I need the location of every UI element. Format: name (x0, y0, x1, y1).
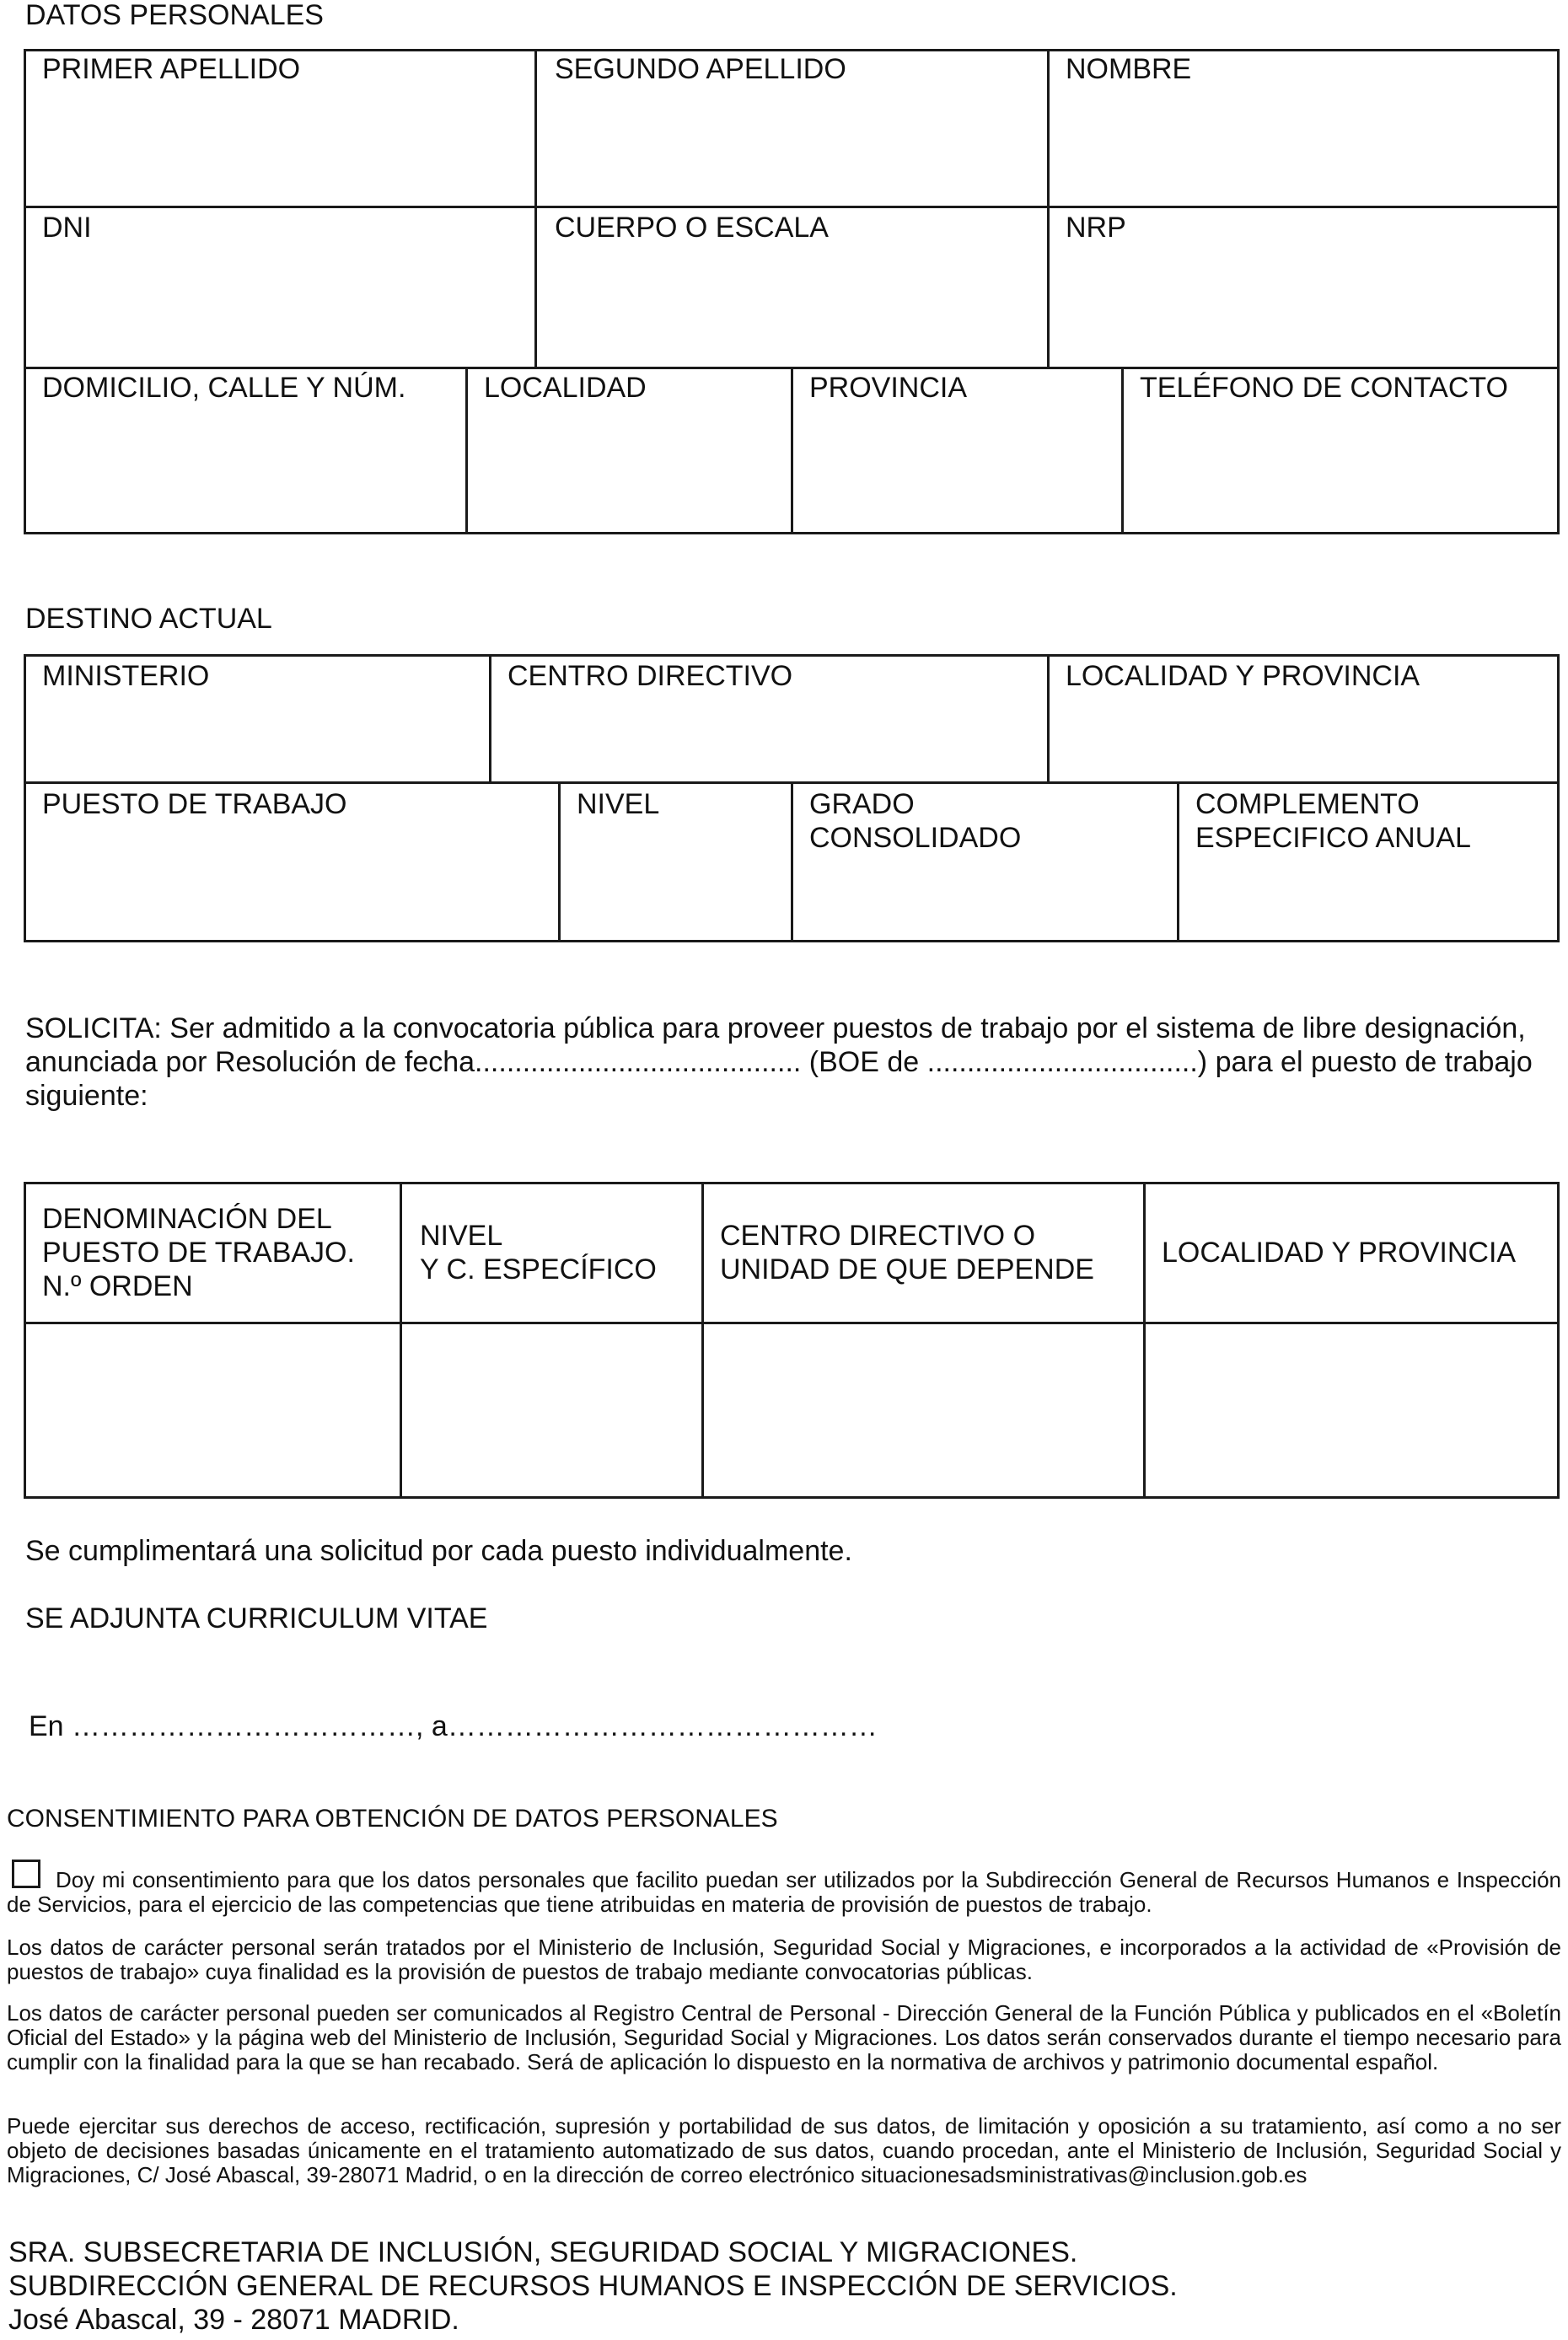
field-centro-directivo[interactable]: CENTRO DIRECTIVO (507, 660, 793, 692)
solicita-line-1: SOLICITA: Ser admitido a la convocatoria pública para proveer puestos de trabajo por el sistema de libre designación, (25, 1012, 1526, 1044)
input-cell-centro-directivo[interactable] (704, 1324, 1143, 1496)
solicita-line-2: anunciada por Resolución de fecha......................................... (BOE de ..................................) para el puesto de trabajo (25, 1046, 1533, 1078)
field-telefono[interactable]: TELÉFONO DE CONTACTO (1140, 372, 1509, 404)
consent-paragraph-2: Los datos de carácter personal pueden ser comunicados al Registro Central de Personal - Dirección General de la Función Pública y publicados en el «Boletín Oficial del Estado» y la página web del Ministerio de Inclusión, Seguridad Social y Migraciones. Los datos serán conservados durante el tiempo necesario para cumplir con la finalidad para la que se han recabado. Será de aplicación lo dispuesto en la normativa de archivos y patrimonio documental español. (7, 2000, 1561, 2074)
header-nivel: NIVEL Y C. ESPECÍFICO (420, 1220, 657, 1285)
section-title-destino-actual: DESTINO ACTUAL (25, 603, 272, 635)
section-title-datos-personales: DATOS PERSONALES (25, 0, 324, 31)
consent-paragraph-3: Puede ejercitar sus derechos de acceso, rectificación, supresión y portabilidad de sus datos, de limitación y oposición a su tratamiento, así como a no ser objeto de decisiones basadas únicamente en el tratamiento automatizado de sus datos, cuando procedan, ante el Ministerio de Inclusión, Seguridad Social y Migraciones, C/ José Abascal, 39-28071 Madrid, o en la dirección de correo electrónico situacionesadsministrativas@inclusion.gob.es (7, 2113, 1561, 2187)
header-centro-directivo: CENTRO DIRECTIVO O UNIDAD DE QUE DEPENDE (720, 1220, 1094, 1285)
col-divider (1047, 654, 1050, 784)
consentimiento-title: CONSENTIMIENTO PARA OBTENCIÓN DE DATOS PERSONALES (7, 1805, 778, 1833)
col-divider (558, 781, 561, 942)
col-divider (534, 49, 537, 369)
input-cell-localidad-provincia[interactable] (1146, 1324, 1557, 1496)
header-denominacion: DENOMINACIÓN DEL PUESTO DE TRABAJO. N.º ORDEN (42, 1203, 355, 1302)
header-localidad-provincia: LOCALIDAD Y PROVINCIA (1162, 1237, 1517, 1269)
consent-paragraph-1: Los datos de carácter personal serán tratados por el Ministerio de Inclusión, Seguridad Social y Migraciones, e incorporados a la actividad de «Provisión de puestos de trabajo» cuya finalidad es la provisión de puestos de trabajo mediante convocatorias públicas. (7, 1935, 1561, 1984)
col-divider (465, 367, 468, 534)
field-localidad[interactable]: LOCALIDAD (484, 372, 647, 404)
field-dni[interactable]: DNI (42, 212, 92, 244)
field-segundo-apellido[interactable]: SEGUNDO APELLIDO (555, 53, 846, 85)
consent-checkbox-text: Doy mi consentimiento para que los datos personales que facilito puedan ser utilizados por la Subdirección General de Recursos Humanos e Inspección de Servicios, para el ejercicio de las competencias que tiene atribuidas en materia de provisión de puestos de trabajo. (7, 1867, 1561, 1917)
note-curriculum: SE ADJUNTA CURRICULUM VITAE (25, 1602, 488, 1634)
field-cuerpo-escala[interactable]: CUERPO O ESCALA (555, 212, 829, 244)
field-domicilio[interactable]: DOMICILIO, CALLE Y NÚM. (42, 372, 406, 404)
field-grado-consolidado[interactable]: GRADO CONSOLIDADO (809, 788, 1022, 854)
col-divider (791, 367, 793, 534)
input-cell-nivel[interactable] (402, 1324, 701, 1496)
col-divider (1047, 49, 1050, 369)
destinatario-line-3: José Abascal, 39 - 28071 MADRID. (8, 2304, 459, 2336)
destinatario-line-2: SUBDIRECCIÓN GENERAL DE RECURSOS HUMANOS E INSPECCIÓN DE SERVICIOS. (8, 2270, 1178, 2302)
field-complemento-especifico[interactable]: COMPLEMENTO ESPECIFICO ANUAL (1195, 788, 1471, 854)
field-nivel[interactable]: NIVEL (577, 788, 660, 820)
field-puesto-trabajo[interactable]: PUESTO DE TRABAJO (42, 788, 347, 820)
col-divider (1177, 781, 1179, 942)
field-nrp[interactable]: NRP (1066, 212, 1126, 244)
lugar-fecha-line[interactable]: En ………………………………, a……………………………………… (29, 1710, 878, 1742)
input-cell-denominacion[interactable] (26, 1324, 400, 1496)
field-ministerio[interactable]: MINISTERIO (42, 660, 210, 692)
field-localidad-provincia[interactable]: LOCALIDAD Y PROVINCIA (1066, 660, 1420, 692)
field-primer-apellido[interactable]: PRIMER APELLIDO (42, 53, 301, 85)
field-provincia[interactable]: PROVINCIA (809, 372, 968, 404)
col-divider (489, 654, 491, 784)
col-divider (1121, 367, 1124, 534)
col-divider (791, 781, 793, 942)
destinatario-line-1: SRA. SUBSECRETARIA DE INCLUSIÓN, SEGURIDAD SOCIAL Y MIGRACIONES. (8, 2236, 1078, 2268)
field-nombre[interactable]: NOMBRE (1066, 53, 1192, 85)
solicita-line-3: siguiente: (25, 1080, 148, 1112)
row-divider (24, 206, 1560, 208)
note-una-solicitud: Se cumplimentará una solicitud por cada puesto individualmente. (25, 1535, 852, 1567)
